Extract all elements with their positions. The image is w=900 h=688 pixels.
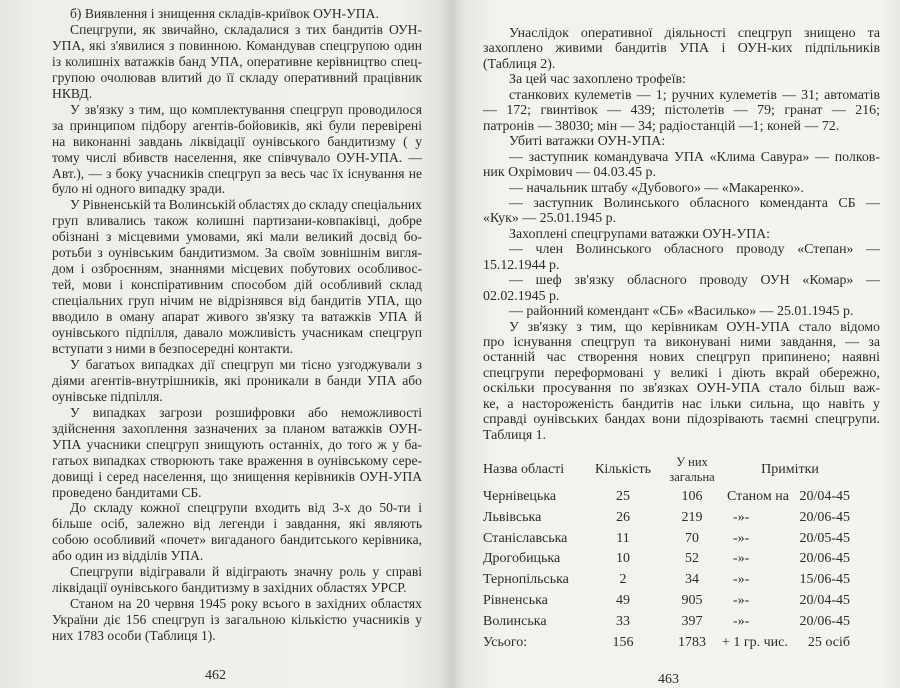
text-line: більше осіб, залежно від легенди і завдання, які являють	[52, 516, 423, 532]
region-name: Тернопільська	[483, 572, 569, 588]
text-line: «Кук» — 25.01.1945 р.	[483, 211, 617, 227]
text-line: або один из відділів УПА.	[52, 548, 204, 564]
text-line: гатьох випадках створюють таке враження в оунівському сере-	[52, 452, 422, 468]
member-total: 106	[681, 489, 703, 504]
text-line: дом і озброєнням, знаннями місцевих побутових особливос-	[52, 261, 423, 277]
header-count: Кількість	[594, 462, 651, 477]
note-date: 20/04-45	[799, 593, 850, 608]
group-count: 10	[616, 551, 630, 567]
member-total: 1783	[678, 634, 706, 650]
text-line: про існування спецгруп та виконувані ними завдання, — за	[483, 335, 881, 350]
text-line: обізнані з місцевими умовами, які мали великий досвід бо-	[52, 229, 422, 245]
text-line: груп вливались також колишні партизани-ковпаківці, добре	[52, 213, 422, 229]
text-line: вводило в оману апарат живого зв'язку та ватажків УПА й	[52, 309, 422, 325]
note-prefix: -»-	[733, 593, 750, 608]
text-line: було ні одного випадку зради.	[52, 181, 226, 197]
text-line: групою очолював влитий до її складу оперативний працівник	[52, 69, 422, 85]
text-line: захоплено живими бандитів УПА і ОУН-ких підпільників	[483, 41, 881, 57]
text-line: У багатьох випадках дії спецгруп ми тісно узгоджували з	[70, 356, 422, 372]
text-line: (Таблиця 2).	[483, 56, 556, 72]
text-line: У зв'язку з тим, що комплектування спецгруп проводилося	[70, 101, 422, 117]
page-number: 462	[205, 668, 226, 683]
member-total: 905	[681, 593, 703, 608]
text-line: УПА учасники спецгруп знищують останніх, до того ж у ба-	[52, 436, 422, 452]
text-line: ке, а настороженість бандитів нас ільки сильна, що навіть у	[483, 396, 880, 412]
note-date: 15/06-45	[799, 572, 850, 588]
text-line: справді оунівських бандах вони підозрівають таємні спецгрупи.	[483, 412, 880, 428]
note-prefix: -»-	[733, 572, 750, 588]
note-prefix: Станом на	[727, 489, 789, 504]
text-line: діями агентів-внутрішників, які проникали в банди УПА або	[52, 372, 422, 388]
region-name: Станіславська	[483, 530, 568, 546]
text-line: станкових кулеметів — 1; ручних кулеметів — 31; автоматів	[509, 87, 881, 103]
text-line: патронів — 38030; мін — 34; радіостанцій —1; коней — 72.	[483, 118, 840, 134]
region-name: Львівська	[483, 509, 542, 525]
note-prefix: -»-	[733, 613, 750, 629]
text-line: оунівського підпілля, давало можливість учасникам спецгруп	[52, 325, 422, 340]
text-line: Унаслідок оперативної діяльності спецгруп знищено та	[509, 26, 880, 41]
text-line: проведено бандитами СБ.	[52, 484, 202, 500]
text-line: — заступник Волинського обласного коменданта СБ —	[509, 195, 881, 211]
text-line: До складу кожної спецгрупи входить від 3-х до 50-ти і	[70, 500, 422, 516]
text-line: — заступник командувача УПА «Клима Савура» — полков-	[509, 149, 880, 165]
text-line: — член Волинського обласного проводу «Степан» —	[509, 242, 881, 258]
text-line: Убиті ватажки ОУН-УПА:	[509, 134, 666, 150]
text-line: них 1783 особи (Таблиця 1).	[52, 628, 216, 644]
text-line: на виконанні завдань ліквідації оунівського бандитизму ( у	[52, 133, 422, 149]
text-line: У випадках загрози розшифровки або неможливості	[70, 404, 423, 420]
text-line: ліквідації оунівського бандитизму в західних областях УРСР.	[52, 580, 407, 596]
text-line: тому числі вбивств населення, яке співчувало ОУН-УПА. —	[52, 149, 423, 165]
region-name: Дрогобицька	[483, 551, 561, 567]
text-line: собою особливий «почет» вигаданого бандитського керівника,	[52, 532, 423, 548]
note-prefix: -»-	[733, 530, 750, 546]
group-count: 49	[616, 593, 630, 608]
text-line: За цей час захоплено трофеїв:	[509, 72, 686, 88]
text-line: Захоплені спецгрупами ватажки ОУН-УПА:	[509, 226, 771, 242]
text-line: здійснення захоплення зазначених за планом ватажків ОУН-	[52, 420, 422, 436]
text-line: УПА, які з'явилися з повинною. Командував спецгрупою один	[52, 37, 422, 53]
page-number: 463	[658, 672, 679, 687]
region-name: Чернівецька	[483, 489, 557, 504]
text-line: У Рівненській та Волинській областях до складу спеціальних	[70, 197, 422, 213]
text-line: 02.02.1945 р.	[483, 288, 560, 304]
group-count: 2	[619, 572, 627, 588]
text-line: Спецгрупи відігравали й відіграють значну роль у справі	[70, 564, 423, 580]
text-line: — районний комендант «СБ» «Василько» — 25.01.1945 р.	[509, 304, 854, 320]
member-total: 397	[681, 613, 703, 629]
text-line: 15.12.1944 р.	[483, 257, 560, 273]
member-total: 34	[685, 572, 699, 588]
group-count: 26	[616, 509, 630, 525]
text-line: тей, мови і конспіративним способом дій особливий склад	[52, 277, 422, 293]
text-line: — 172; гвинтівок — 439; пістолетів — 79; гранат — 216;	[483, 103, 880, 119]
member-total: 70	[685, 530, 699, 546]
group-count: 25	[616, 489, 630, 504]
region-name: Усього:	[483, 634, 528, 650]
text-line: довищі і серед населення, що знищення керівників ОУН-УПА	[52, 468, 423, 484]
text-line: Станом на 20 червня 1945 року всього в західних областях	[70, 596, 422, 612]
text-line: ротьби з оунівським бандитизмом. За своїм зовнішнім вигля-	[52, 245, 422, 261]
member-total: 219	[681, 509, 703, 525]
region-name: Рівненська	[483, 593, 548, 608]
region-name: Волинська	[483, 613, 547, 629]
text-line: У зв'язку з тим, що керівникам ОУН-УПА стало відомо	[509, 319, 880, 335]
member-total: 52	[685, 551, 699, 567]
text-line: оскільки просування по зв'язках ОУН-УПА стало більш важ-	[483, 381, 880, 397]
text-line: Таблиця 1.	[483, 427, 547, 443]
note-date: 20/06-45	[799, 613, 850, 629]
note-date: 20/04-45	[799, 489, 850, 504]
text-line: оунівське підпілля.	[52, 388, 163, 404]
text-line: — шеф зв'язку обласного проводу ОУН «Комар» —	[509, 273, 881, 289]
group-count: 11	[616, 530, 630, 546]
header-total-line2: загальна	[669, 470, 715, 484]
text-line: спецгрупи переформовані у великі і діють вкрай обережно,	[483, 365, 880, 381]
text-line: останній час створення нових спецгруп припинено; наявні	[483, 350, 880, 366]
note-prefix: -»-	[733, 509, 750, 525]
text-line: за принципом підбору агентів-бойовиків, які були перевірені	[52, 117, 422, 133]
text-line: спеціальних груп нічим не відрізнявся від бандитів УПА, що	[52, 293, 422, 309]
header-notes: Примітки	[761, 462, 819, 477]
table-1	[450, 0, 900, 688]
note-date: 20/05-45	[799, 530, 850, 546]
note-date: 20/06-45	[799, 551, 850, 567]
note-prefix: + 1 гр. чис.	[722, 634, 788, 650]
text-line: Авт.), — з боку учасників спецгруп за весь час їх існування не	[52, 165, 423, 181]
header-total-line1: У них	[676, 455, 708, 469]
group-count: 156	[612, 634, 634, 650]
text-line: із колишніх ватажків банд УПА, оперативне керівництво спец-	[52, 53, 422, 69]
text-line: вступати з ними в безпосередні контакти.	[52, 340, 294, 356]
group-count: 33	[616, 613, 630, 629]
text-line: Спецгрупи, як звичайно, складалися з тих бандитів ОУН-	[70, 21, 423, 37]
header-name: Назва області	[483, 462, 565, 477]
note-prefix: -»-	[733, 551, 750, 567]
text-line: — начальник штабу «Дубового» — «Макаренко».	[509, 180, 804, 196]
text-line: НКВД.	[52, 85, 93, 101]
text-line: ник Охрімович — 04.03.45 р.	[483, 165, 656, 181]
text-line: України діє 156 спецгруп із загальною кількістю учасників у	[52, 612, 422, 628]
note-date: 20/06-45	[799, 509, 850, 525]
text-line: б) Виявлення і знищення складів-криївок ОУН-УПА.	[70, 6, 379, 21]
right-page	[450, 0, 900, 688]
note-date: 25 осіб	[807, 634, 850, 650]
